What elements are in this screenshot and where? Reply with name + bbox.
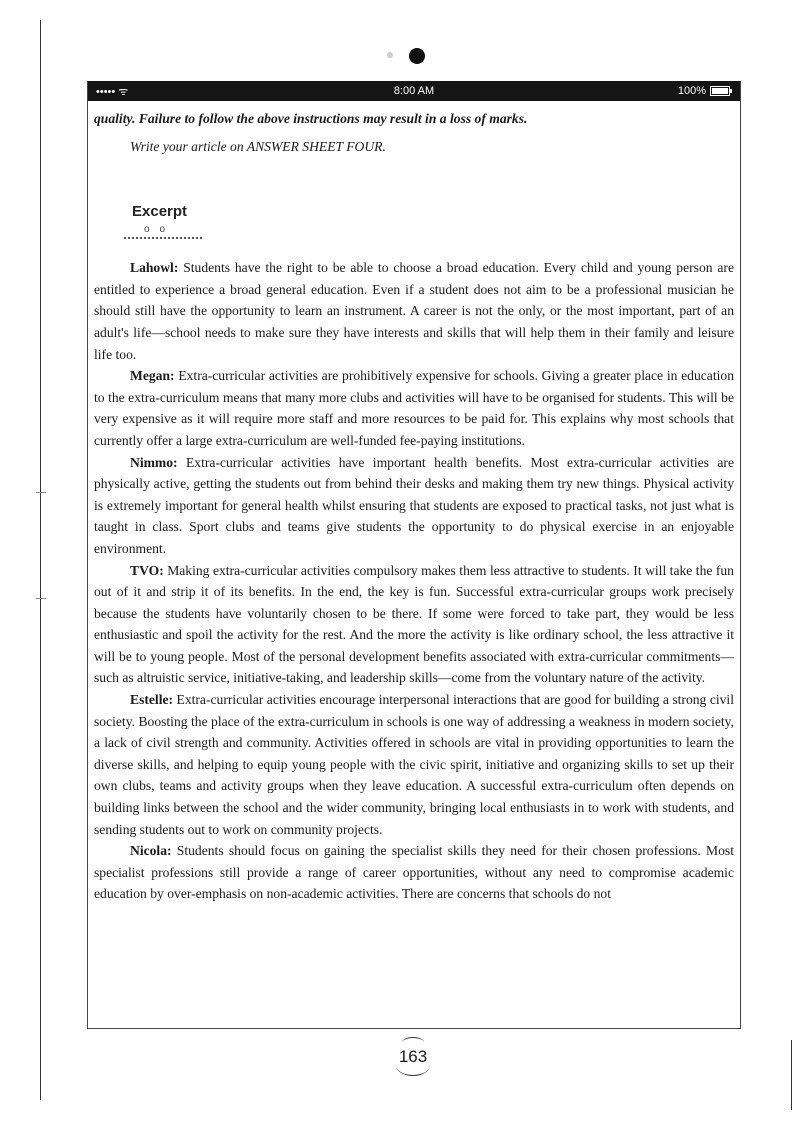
- device-frame-right: [740, 81, 741, 1029]
- excerpt-label: Excerpt: [132, 203, 188, 221]
- speaker-text: Making extra-curricular activities compulsory makes them less attractive to students. It will take the fun out of it and strip it of its benefits. In the end, the key is fun. Successful extra-curricular groups work precisely because the students have voluntarily chosen to be there. If some were forced to take part, they would be less enthusiastic and spoil the activity for the rest. And the more the activity is like ordinary school, the less attractive it will be to young people. Most of the personal development benefits associated with extra-curricular commitments—such as altruistic service, initiative-taking, and leadership skills—come from the voluntary nature of the activity.: [94, 562, 734, 686]
- speaker-name: Lahowl: [130, 260, 174, 276]
- status-time: 8:00 AM: [393, 85, 435, 97]
- margin-line-right: [791, 1040, 792, 1110]
- speaker-name: Estelle: [130, 692, 169, 708]
- excerpt-underline: [124, 235, 202, 239]
- speaker-text: Extra-curricular activities have important health benefits. Most extra-curricular activities are physically active, getting the students out from behind their desks and making them try new things. Physical activity is extremely important for general health whilst ensuring that students are exposed to practical tasks, not just what is taught in class. Sport clubs and teams give students the opportunity to do physical exercise in an enjoyable environment.: [94, 454, 734, 556]
- speaker-name: Nicola: [130, 843, 167, 859]
- signal-indicator: ••••• ᯤ: [96, 86, 129, 98]
- margin-tick: [36, 598, 46, 599]
- speaker-paragraph: Nicola: Students should focus on gaining the specialist skills they need for their chosen professions. Most specialist professions still provide a range of career opportunities, without any need to compromise academic education by over-emphasis on non-academic activities. There are concerns that schools do not: [94, 843, 735, 902]
- speaker-paragraph: Nimmo: Extra-curricular activities have important health benefits. Most extra-curricular activities are physically active, getting the students out from behind their desks and making them try new things. Physical activity is extremely important for general health whilst ensuring that students are exposed to practical tasks, not just what is taught in class. Sport clubs and teams give students the opportunity to do physical exercise in an enjoyable environment.: [94, 454, 734, 556]
- front-camera-icon: [409, 48, 425, 64]
- answer-sheet-instruction: Write your article on ANSWER SHEET FOUR.: [130, 138, 386, 154]
- speaker-paragraph: Estelle: Extra-curricular activities encourage interpersonal interactions that are good for building a strong civil society. Boosting the place of the extra-curriculum in schools is one way of addressing a weakness in modern society, a lack of civil strength and community. Activities offered in schools are vital in providing opportunities to learn the diverse skills, and helping to equip young people with the civic spirit, initiative and organizing skills to set up their own clubs, teams and activity groups when they leave education. A successful extra-curriculum often depends on building links between the school and the wider community, bringing local enthusiasts in to work with students, and sending students out to work on community projects.: [94, 692, 734, 837]
- battery-percent: 100%: [677, 85, 706, 97]
- speaker-paragraph: TVO: Making extra-curricular activities compulsory makes them less attractive to students. It will take the fun out of it and strip it of its benefits. In the end, the key is fun. Successful extra-curricular groups work precisely because the students have voluntarily chosen to be there. If some were forced to take part, they would be less enthusiastic and spoil the activity for the rest. And the more the activity is like ordinary school, the less attractive it will be to young people. Most of the personal development benefits associated with extra-curricular commitments—such as altruistic service, initiative-taking, and leadership skills—come from the voluntary nature of the activity.: [94, 562, 734, 686]
- speaker-name: Nimmo: [130, 454, 174, 470]
- battery-indicator: [678, 85, 730, 97]
- speaker-name: TVO: [130, 562, 160, 578]
- battery-full-icon: [710, 86, 730, 96]
- instruction-line: quality. Failure to follow the above instructions may result in a loss of marks.: [94, 111, 528, 126]
- speaker-name: Megan: [130, 368, 171, 384]
- speaker-paragraph: Lahowl: Students have the right to be able to choose a broad education. Every child and young person are entitled to experience a broad general education. Even if a student does not aim to be a professional musician he should still have the opportunity to learn an instrument. A career is not the only, or the most important, part of an adult's life—school needs to make sure they have interests and skills that will help them in their family and leisure life too.: [94, 260, 734, 362]
- speaker-text: Extra-curricular activities encourage interpersonal interactions that are good for building a strong civil society. Boosting the place of the extra-curriculum in schools is one way of addressing a weakness in modern society, a lack of civil strength and community. Activities offered in schools are vital in providing opportunities to learn the diverse skills, and helping to equip young people with the civic spirit, initiative and organizing skills to set up their own clubs, teams and activity groups when they leave education. A successful extra-curriculum often depends on building links between the school and the wider community, bringing local enthusiasts in to work with students, and sending students out to work on community projects.: [94, 692, 734, 837]
- margin-tick: [36, 492, 46, 493]
- device-frame-left: [87, 81, 88, 1029]
- excerpt-decoration-icon: oo: [144, 224, 176, 236]
- document-body: [94, 108, 734, 905]
- page-number: 163: [398, 1047, 428, 1066]
- status-bar: [88, 81, 740, 101]
- speaker-text: Students should focus on gaining the specialist skills they need for their chosen professions. Most specialist professions still provide a range of career opportunities, without any need to compromise academic education by over-emphasis on non-academic activities. There are concerns that schools do not: [94, 843, 735, 902]
- speaker-text: Students have the right to be able to choose a broad education. Every child and young person are entitled to experience a broad general education. Even if a student does not aim to be a professional musician he should still have the opportunity to learn an instrument. A career is not the only, or the most important, part of an adult's life—school needs to make sure they have interests and skills that will help them in their family and leisure life too.: [94, 260, 734, 362]
- device-frame-bottom: [87, 1028, 741, 1029]
- page-number-badge: [388, 1037, 438, 1087]
- camera-glint-icon: [387, 52, 393, 58]
- margin-line-left: [40, 20, 41, 1100]
- excerpt-badge: [124, 195, 204, 241]
- speaker-paragraph: Megan: Extra-curricular activities are prohibitively expensive for schools. Giving a greater place in education to the extra-curriculum means that many more clubs and activities will have to be organised for students. This will be very expensive as it will require more staff and more resources to be paid for. This explains why most schools that currently offer a large extra-curriculum are well-funded fee-paying institutions.: [94, 368, 734, 448]
- speaker-text: Extra-curricular activities are prohibitively expensive for schools. Giving a greater place in education to the extra-curriculum means that many more clubs and activities will have to be organised for students. This will be very expensive as it will require more staff and more resources to be paid for. This explains why most schools that currently offer a large extra-curriculum are well-funded fee-paying institutions.: [94, 368, 734, 448]
